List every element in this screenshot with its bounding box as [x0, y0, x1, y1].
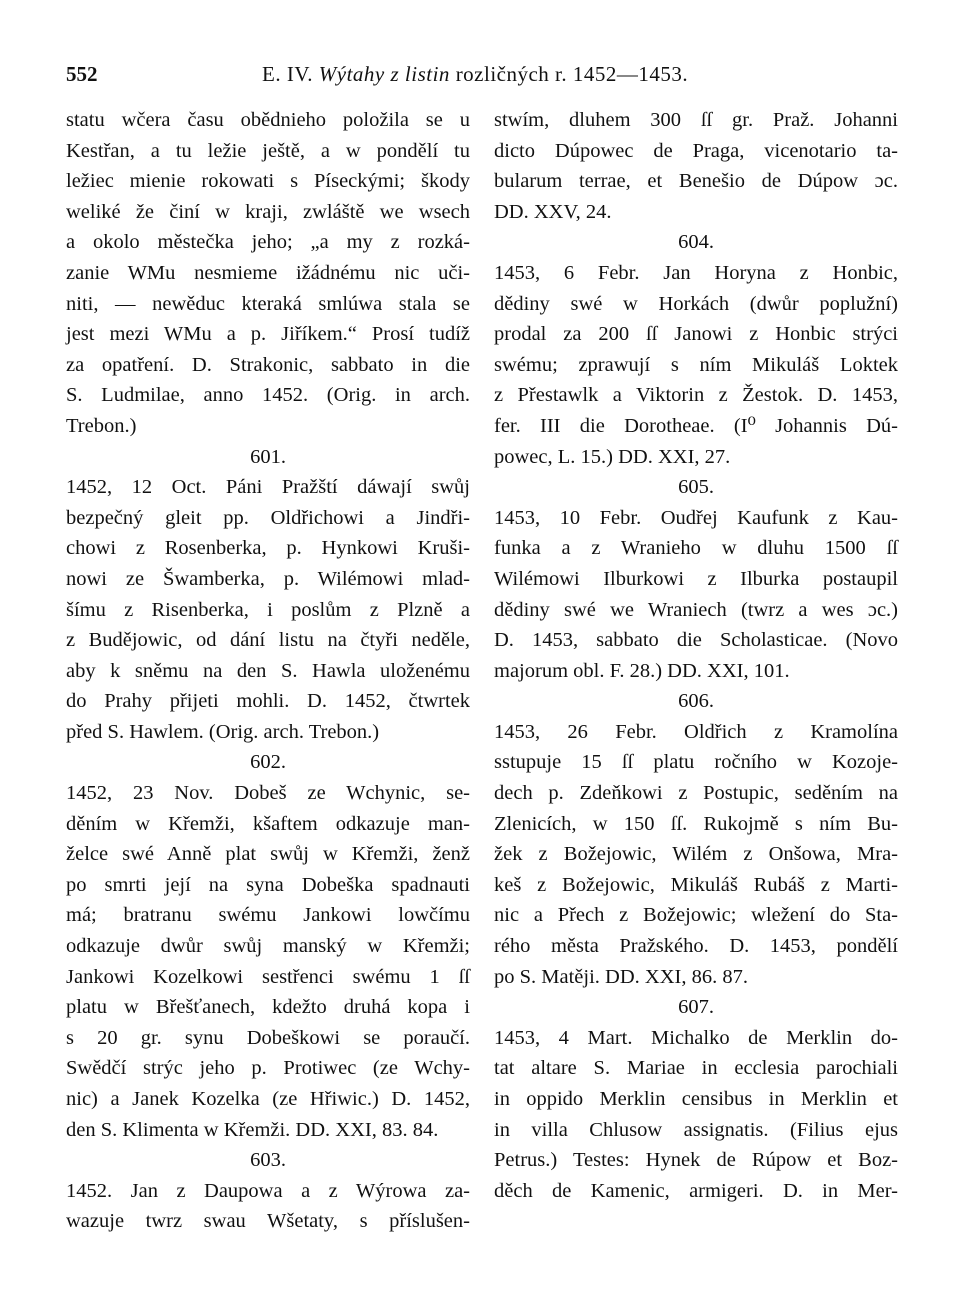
text-line: dicto Dúpowec de Praga, vicenotario ta- — [494, 139, 898, 162]
text-line: dech p. Zdeňkowi z Postupic, seděním na — [494, 782, 898, 805]
entry-number-603: 603. — [250, 1149, 286, 1172]
text-line: niti, — newěduc kteraká smlúwa stala se — [66, 292, 470, 315]
text-line: a okolo městečka jeho; „a my z rozká- — [66, 231, 470, 254]
entry-number-604: 604. — [678, 231, 714, 254]
text-line: po smrti její na syna Dobeška spadnauti — [66, 873, 470, 896]
text-line: z Přestawlk a Viktorin z Žestok. D. 1453, — [494, 384, 898, 407]
running-title — [262, 62, 688, 87]
text-line: jest mezi WMu a p. Jiříkem.“ Prosí tudíž — [66, 323, 470, 346]
left-column — [66, 105, 470, 1237]
text-line: stwím, dluhem 300 ſſ gr. Praž. Johanni — [494, 109, 898, 131]
text-line: želce swé Anně plat swůj w Křemži, ženž — [66, 843, 470, 866]
text-line: prodal za 200 ſſ Janowi z Honbic strýci — [494, 323, 898, 346]
text-line: za opatření. D. Strakonic, sabbato in die — [66, 353, 470, 376]
section-label: E. IV. — [262, 62, 314, 86]
text-line: fer. III die Dorotheae. (I⁰ Johannis Dú- — [494, 414, 898, 437]
text-line: S. Ludmilae, anno 1452. (Orig. in arch. — [66, 384, 470, 407]
text-line: ležiec mienie rokowati s Píseckými; škody — [66, 170, 470, 193]
text-line: z Budějowic, od dání listu na čtyři neděle, — [66, 629, 470, 652]
text-line: sstupuje 15 ſſ platu ročního w Kozoje- — [494, 751, 898, 774]
text-line: Trebon.) — [66, 414, 137, 437]
running-header — [66, 62, 894, 92]
entry-number-605: 605. — [678, 476, 714, 499]
text-line: děch de Kamenic, armigeri. D. in Mer- — [494, 1179, 898, 1202]
text-line: wazuje twrz swau Wšetaty, s příslušen- — [66, 1210, 470, 1233]
text-line: do Prahy přijeti mohli. D. 1452, čtwrtek — [66, 690, 470, 713]
text-line: Zlenicích, w 150 ſſ. Rukojmě s ním Bu- — [494, 812, 898, 835]
text-line: weliké že činí w kraji, zwláště we wsech — [66, 200, 470, 223]
text-line: Kestřan, a tu ležie ještě, a w pondělí tu — [66, 139, 470, 162]
text-line: in oppido Merklin censibus in Merklin et — [494, 1088, 898, 1110]
entry-number-601: 601. — [250, 445, 286, 468]
text-line: 1452, 12 Oct. Páni Pražští dáwají swůj — [66, 476, 470, 499]
text-line: s 20 gr. synu Dobeškowi se poraučí. — [66, 1026, 470, 1049]
title-tail: rozličných r. 1452—1453. — [455, 62, 689, 86]
text-line: 1453, 4 Mart. Michalko de Merklin do- — [494, 1026, 898, 1049]
text-line: před S. Hawlem. (Orig. arch. Trebon.) — [66, 720, 380, 743]
entry-number-606: 606. — [678, 690, 714, 713]
text-line: má; bratranu swému Jankowi lowčímu — [66, 904, 470, 927]
text-line: bezpečný gleit pp. Oldřichowi a Jindři- — [66, 506, 470, 529]
text-line: Petrus.) Testes: Hynek de Rúpow et Boz- — [494, 1149, 898, 1172]
text-line: žek z Božejowic, Wilém z Onšowa, Mra- — [494, 843, 898, 866]
text-line: 1452, 23 Nov. Dobeš ze Wchynic, se- — [66, 782, 470, 805]
text-line: děním w Křemži, kšaftem odkazuje man- — [66, 812, 470, 835]
text-line: DD. XXV, 24. — [494, 200, 612, 223]
text-line: po S. Matěji. DD. XXI, 86. 87. — [494, 965, 748, 988]
text-line: funka a z Wranieho w dluhu 1500 ſſ — [494, 537, 898, 560]
text-line: odkazuje dwůr swůj manský w Křemži; — [66, 935, 470, 958]
text-line: tat altare S. Mariae in ecclesia parochiali — [494, 1057, 898, 1080]
right-column — [494, 105, 898, 1206]
entry-number-607: 607. — [678, 996, 714, 1019]
text-line: 1452. Jan z Daupowa a z Wýrowa za- — [66, 1179, 470, 1202]
page-number: 552 — [66, 62, 98, 86]
entry-number-602: 602. — [250, 751, 286, 774]
text-line: Jankowi Kozelkowi sestřenci swému 1 ſſ — [66, 965, 470, 988]
text-line: swému; zprawují s ním Mikuláš Loktek — [494, 353, 898, 376]
text-line: chowi z Rosenberka, p. Hynkowi Kruši- — [66, 537, 470, 560]
text-line: šímu z Risenberka, i poslům z Plzně a — [66, 598, 470, 621]
text-line: powec, L. 15.) DD. XXI, 27. — [494, 445, 731, 468]
text-line: nowi ze Šwamberka, p. Wilémowi mlad- — [66, 567, 470, 590]
text-line: 1453, 26 Febr. Oldřich z Kramolína — [494, 720, 898, 743]
text-line: keš z Božejowic, Mikuláš Rubáš z Marti- — [494, 873, 898, 896]
text-line: rého města Pražského. D. 1453, pondělí — [494, 935, 898, 958]
text-line: nic) a Janek Kozelka (ze Hřiwic.) D. 1452, — [66, 1088, 470, 1110]
text-line: bularum terrae, et Benešio de Dúpow ɔc. — [494, 170, 898, 193]
text-line: aby k sněmu na den S. Hawla uloženému — [66, 659, 470, 682]
text-line: majorum obl. F. 28.) DD. XXI, 101. — [494, 659, 790, 682]
text-line: dědiny swé w Horkách (dwůr poplužní) — [494, 292, 898, 315]
text-line: in villa Chlusow assignatis. (Filius ejus — [494, 1118, 898, 1141]
text-line: den S. Klimenta w Křemži. DD. XXI, 83. 84. — [66, 1118, 439, 1141]
text-line: statu wčera času obědnieho položila se u — [66, 109, 470, 131]
text-line: Wilémowi Ilburkowi z Ilburka postaupil — [494, 567, 898, 590]
text-line: D. 1453, sabbato die Scholasticae. (Novo — [494, 629, 898, 652]
text-line: Swědčí strýc jeho p. Protiwec (ze Wchy- — [66, 1057, 470, 1080]
text-line: zanie WMu nesmieme ižádnému nic uči- — [66, 261, 470, 284]
title-italic: Wýtahy z listin — [318, 62, 450, 86]
text-line: 1453, 6 Febr. Jan Horyna z Honbic, — [494, 261, 898, 284]
text-line: dědiny swé we Wraniech (twrz a wes ɔc.) — [494, 598, 898, 621]
text-line: nic a Přech z Božejowic; wležení do Sta- — [494, 904, 898, 927]
text-line: 1453, 10 Febr. Oudřej Kaufunk z Kau- — [494, 506, 898, 529]
text-line: platu w Břešťanech, kdežto druhá kopa i — [66, 996, 470, 1019]
